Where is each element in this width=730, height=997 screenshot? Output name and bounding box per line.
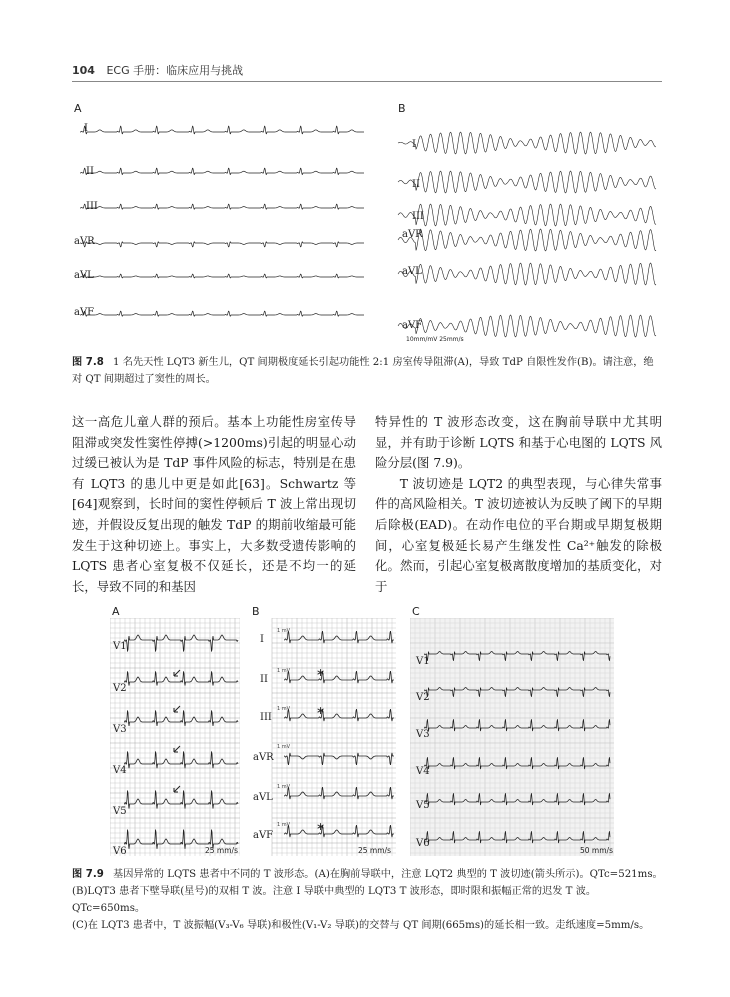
- fig79c-lead-label: V4: [416, 766, 430, 777]
- ecg-trace: [124, 635, 238, 652]
- fig79c-lead-label: V6: [416, 838, 430, 849]
- fig79-panel-a-ecg: [110, 618, 240, 856]
- fig79a-lead-label: V6: [113, 846, 127, 857]
- fig79-panel-c-label: C: [412, 605, 420, 618]
- fig79a-lead-label: V4: [113, 765, 127, 776]
- fig79b-lead-label: I: [260, 634, 264, 645]
- ecg-trace: [124, 751, 238, 768]
- asterisk-icon: ∗: [316, 820, 326, 833]
- asterisk-icon: ∗: [316, 704, 326, 717]
- page-number: 104: [72, 64, 95, 77]
- fig78b-lead-label: aVR: [402, 229, 423, 240]
- fig79b-mv-label: 1 mV: [277, 706, 291, 712]
- fig79a-lead-label: V5: [113, 806, 127, 817]
- fig79b-lead-label: II: [260, 674, 268, 685]
- fig79b-lead-label: aVL: [253, 792, 273, 803]
- body-right-paragraph-2: T 波切迹是 LQT2 的典型表现，与心律失常事件的高风险相关。T 波切迹被认为反映了阈下的早期后除极(EAD)。在动作电位的平台期或早期复极期间，心室复极延长易产生继发性 Ca²⁺触发的除极化。然而，引起心室复极离散度增加的基质变化，对于: [375, 475, 662, 594]
- fig78-caption-text: 1 名先天性 LQT3 新生儿，QT 间期极度延长引起功能性 2:1 房室传导阻滞(A)，导致 TdP 自限性发作(B)。请注意，绝对 QT 间期超过了窦性的周长。: [72, 357, 654, 385]
- ecg-trace: [80, 274, 364, 278]
- fig78-panel-b-ecg: [396, 118, 660, 348]
- ecg-trace: [398, 204, 656, 226]
- fig79c-speed: 50 mm/s: [580, 846, 613, 855]
- header-rule: [72, 81, 662, 82]
- body-left-column: [72, 412, 356, 597]
- ecg-trace: [80, 311, 364, 316]
- fig79b-lead-label: aVF: [253, 830, 274, 841]
- fig78-panel-a-label: A: [74, 102, 82, 115]
- fig79b-lead-label: aVR: [253, 752, 274, 763]
- fig79b-mv-label: 1 mV: [277, 822, 291, 828]
- fig79-caption-line: (C)在 LQT3 患者中，T 波振幅(V₃-V₆ 导联)和极性(V₁-V₂ 导联)的交替与 QT 间期(665ms)的延长相一致。走纸速度=5mm/s。: [72, 920, 650, 931]
- fig78-caption: [72, 354, 662, 388]
- ecg-trace: [398, 132, 656, 154]
- fig79-panel-b-ecg: [250, 618, 398, 856]
- ecg-trace: [80, 126, 364, 134]
- fig78a-lead-label: aVL: [74, 270, 94, 281]
- ecg-grid: [272, 618, 396, 856]
- fig79b-mv-label: 1 mV: [277, 784, 291, 790]
- ecg-trace: [284, 825, 394, 837]
- fig79-panel-c-ecg: [410, 618, 614, 856]
- fig79c-lead-label: V5: [416, 800, 430, 811]
- fig78b-lead-label: II: [412, 179, 420, 190]
- ecg-trace: [124, 671, 238, 685]
- fig78-panel-b-label: B: [398, 102, 406, 115]
- fig79-caption: [72, 866, 664, 934]
- fig79b-mv-label: 1 mV: [277, 628, 291, 634]
- fig78-caption-label: 图 7.8: [72, 357, 104, 368]
- ecg-trace: [398, 171, 656, 193]
- fig78a-lead-label: II: [86, 166, 94, 177]
- fig79-panel-a-label: A: [112, 605, 120, 618]
- fig78b-lead-label: aVF: [402, 320, 423, 331]
- fig79-caption-line: [72, 866, 664, 883]
- ecg-trace: [398, 315, 656, 337]
- body-right-paragraph-1: 特异性的 T 波形态改变，这在胸前导联中尤其明显，并有助于诊断 LQTS 和基于心电图的 LQTS 风险分层(图 7.9)。: [375, 414, 662, 471]
- fig79a-lead-label: V1: [113, 641, 127, 652]
- fig79-caption-text: 基因异常的 LQTS 患者中不同的 T 波形态。(A)在胸前导联中，注意 LQT2 典型的 T 波切迹(箭头所示)。QTc=521ms。: [113, 869, 663, 880]
- fig79c-lead-label: V1: [416, 656, 430, 667]
- ecg-grid: [110, 618, 240, 856]
- fig79a-lead-label: V3: [113, 724, 127, 735]
- ecg-trace: [398, 263, 656, 285]
- fig79-caption-line: (B)LQT3 患者下壁导联(星号)的双相 T 波。注意 I 导联中典型的 LQT3 T 波形态，即时限和振幅正常的迟发 T 波。QTc=650ms。: [72, 886, 597, 914]
- fig79-caption-label: 图 7.9: [72, 869, 104, 880]
- fig78b-lead-label: I: [412, 139, 416, 150]
- ecg-trace: [80, 204, 364, 209]
- fig79-panel-b-label: B: [252, 605, 260, 618]
- fig79c-lead-label: V2: [416, 692, 430, 703]
- fig79a-speed: 25 mm/s: [205, 846, 238, 855]
- fig79c-lead-label: V3: [416, 729, 430, 740]
- ecg-trace: [398, 229, 656, 251]
- fig78b-lead-label: III: [412, 211, 424, 222]
- fig78b-calibration: 10mm/mV 25mm/s: [406, 336, 464, 343]
- fig79b-speed: 25 mm/s: [358, 846, 391, 855]
- fig78a-lead-label: I: [84, 123, 88, 134]
- fig79b-mv-label: 1 mV: [277, 744, 291, 750]
- fig79b-mv-label: 1 mV: [277, 668, 291, 674]
- fig79b-lead-label: III: [260, 712, 272, 723]
- book-title: ECG 手册：临床应用与挑战: [106, 64, 244, 77]
- fig78a-lead-label: aVF: [74, 307, 95, 318]
- fig78-panel-a-ecg: [72, 115, 370, 347]
- fig79a-lead-label: V2: [113, 683, 127, 694]
- ecg-trace: [80, 242, 364, 247]
- fig78a-lead-label: aVR: [74, 236, 95, 247]
- fig78b-lead-label: aVL: [402, 266, 422, 277]
- asterisk-icon: ∗: [316, 666, 326, 679]
- ecg-trace: [80, 168, 364, 174]
- ecg-trace: [284, 709, 394, 721]
- body-left-paragraph: 这一高危儿童人群的预后。基本上功能性房室传导阻滞或突发性窦性停搏(>1200ms)引起的明显心动过缓已被认为是 TdP 事件风险的标志，特别是在患有 LQT3 的患儿中更是如此[63]。Schwartz 等[64]观察到，长时间的窦性停顿后 T 波上常出现切迹，并假设反复出现的触发 TdP 的期前收缩最可能发生于这种切迹上。事实上，大多数受遗传影响的 LQTS 患者心室复极不仅延长，还是不均一的延长，导致不同的和基因: [72, 414, 356, 594]
- fig78a-lead-label: III: [86, 201, 98, 212]
- body-right-column: [375, 412, 662, 597]
- page-header: [72, 62, 243, 78]
